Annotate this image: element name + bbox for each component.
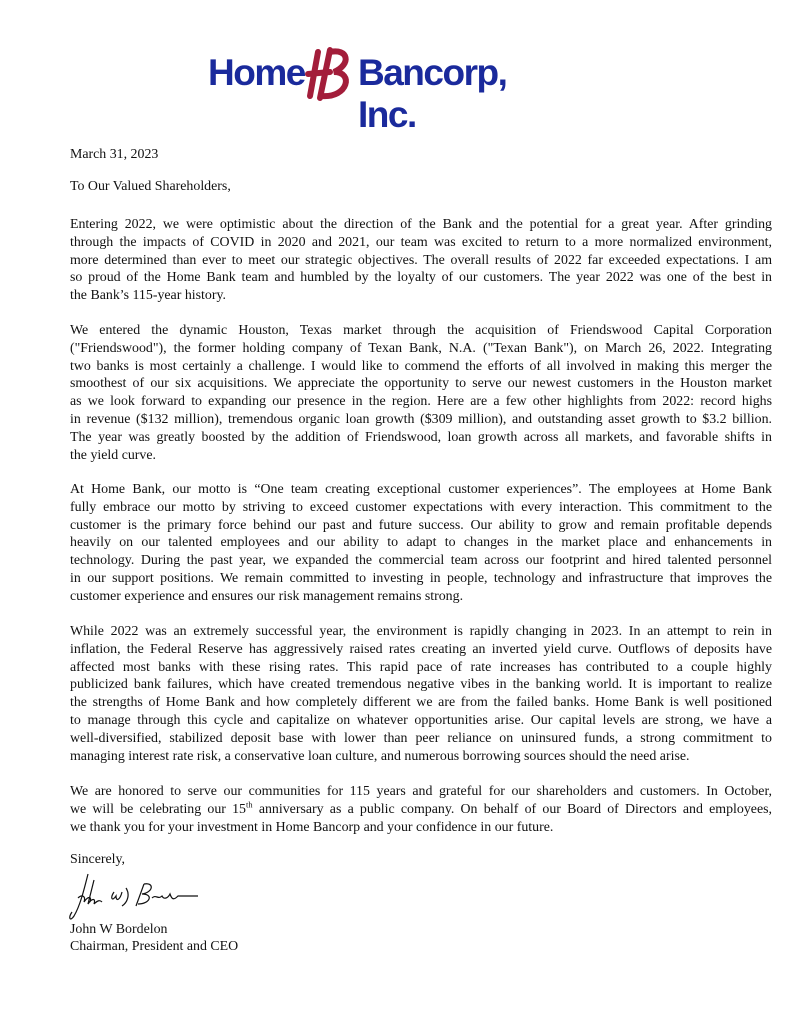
text: anniversary as a public company. On behalf of our Board of Directors and employees, <box>252 801 772 817</box>
paragraph-line: in our support positions. We remain committed to investing in people, technology and infrastructure that improves the <box>70 570 772 586</box>
paragraph-line: We entered the dynamic Houston, Texas market through the acquisition of Friendswood Capital Corporation <box>70 323 772 338</box>
paragraph-line: the strengths of Home Bank and how completely different we are from the failed banks. Home Bank is well positioned <box>70 695 772 711</box>
logo-text-home: Home <box>208 52 305 93</box>
paragraph-line: in revenue ($132 million), tremendous organic loan growth ($309 million), and outstanding asset growth to $3.2 billion. <box>70 411 772 427</box>
paragraph-line: inflation, the Federal Reserve has aggressively raised rates creating an inverted yield curve. Outflows of deposits have <box>70 641 772 657</box>
body-paragraph <box>70 623 772 765</box>
paragraph-line: two banks is most certainly a challenge. I would like to commend the efforts of all involved in making this merger the <box>70 358 772 374</box>
salutation: To Our Valued Shareholders, <box>70 179 231 194</box>
paragraph-line: so proud of the Home Bank team and humbled by the loyalty of our customers. The year 2022 was one of the best in <box>70 270 772 286</box>
paragraph-line: We are honored to serve our communities for 115 years and grateful for our shareholders and customers. In October, <box>70 784 772 799</box>
paragraph-line: affected most banks with these rising rates. This rapid pace of rate increases has contributed to a couple highly <box>70 659 772 675</box>
signer-name: John W Bordelon <box>70 922 168 937</box>
paragraph-line: fully embrace our motto by striving to exceed customer expectations with every interaction. This commitment to the <box>70 499 772 515</box>
body-paragraph <box>70 216 772 305</box>
hb-monogram-icon <box>304 44 354 104</box>
text: we will be celebrating our 15 <box>70 801 246 817</box>
closing-paragraph <box>70 783 772 836</box>
paragraph-line: smoothest of our six acquisitions. We appreciate the opportunity to serve our newest customers in the Houston market <box>70 376 772 392</box>
logo-text-bancorp: Bancorp, Inc. <box>358 52 507 135</box>
paragraph-line: as we look forward to expanding our presence in the region. Here are a few other highlights from 2022: record highs <box>70 394 772 410</box>
paragraph-line: well-diversified, stabilized deposit base with lower than peer reliance on uninsured funds, a strong commitment to <box>70 730 772 746</box>
paragraph-line: we thank you for your investment in Home Bancorp and your confidence in our future. <box>70 819 554 835</box>
signoff: Sincerely, <box>70 852 126 867</box>
paragraph-line: managing interest rate risk, a conservative loan culture, and numerous borrowing sources should the need arise. <box>70 748 690 764</box>
home-bancorp-logo <box>208 44 548 135</box>
signer-title: Chairman, President and CEO <box>70 939 239 954</box>
paragraph-line: ("Friendswood"), the former holding company of Texan Bank, N.A. ("Texan Bank"), on March 26, 2022. Integrating <box>70 340 772 356</box>
paragraph-line: the yield curve. <box>70 447 157 463</box>
paragraph-line: customer experience and ensures our risk management remains strong. <box>70 588 464 604</box>
body-paragraph <box>70 481 772 606</box>
paragraph-line: heavily on our talented employees and our ability to adapt to changes in the market place and enhancements in <box>70 535 772 551</box>
paragraph-line: Entering 2022, we were optimistic about the direction of the Bank and the potential for a great year. After grinding <box>70 217 772 232</box>
paragraph-line <box>70 801 772 819</box>
paragraph-line: At Home Bank, our motto is “One team creating exceptional customer experiences”. The employees at Home Bank <box>70 482 772 497</box>
superscript: th <box>246 799 253 810</box>
paragraph-line: publicized bank failures, which have created tremendous negative vibes in the banking world. It is important to realize <box>70 677 772 693</box>
paragraph-line: The year was greatly boosted by the addition of Friendswood, loan growth across all markets, and favorable shifts in <box>70 429 772 445</box>
paragraph-line: more determined than ever to meet our strategic objectives. The overall results of 2022 far exceeded expectations. I am <box>70 252 772 268</box>
paragraph-line: customer is the primary force behind our past and future success. Our ability to grow and remain profitable depends <box>70 517 772 533</box>
paragraph-line: While 2022 was an extremely successful year, the environment is rapidly changing in 2023. In an attempt to rein in <box>70 624 772 639</box>
paragraph-line: through the impacts of COVID in 2020 and 2021, our team was excited to return to a more normalized environment, <box>70 234 772 250</box>
paragraph-line: the Bank’s 115-year history. <box>70 288 226 304</box>
paragraph-line: to manage through this cycle and capitalize on whatever opportunities arise. Our capital levels are strong, we have a <box>70 712 772 728</box>
paragraph-line: technology. During the past year, we expanded the commercial team across our footprint and hired talented personnel <box>70 553 772 569</box>
letter-date: March 31, 2023 <box>70 147 159 162</box>
body-paragraph <box>70 322 772 464</box>
